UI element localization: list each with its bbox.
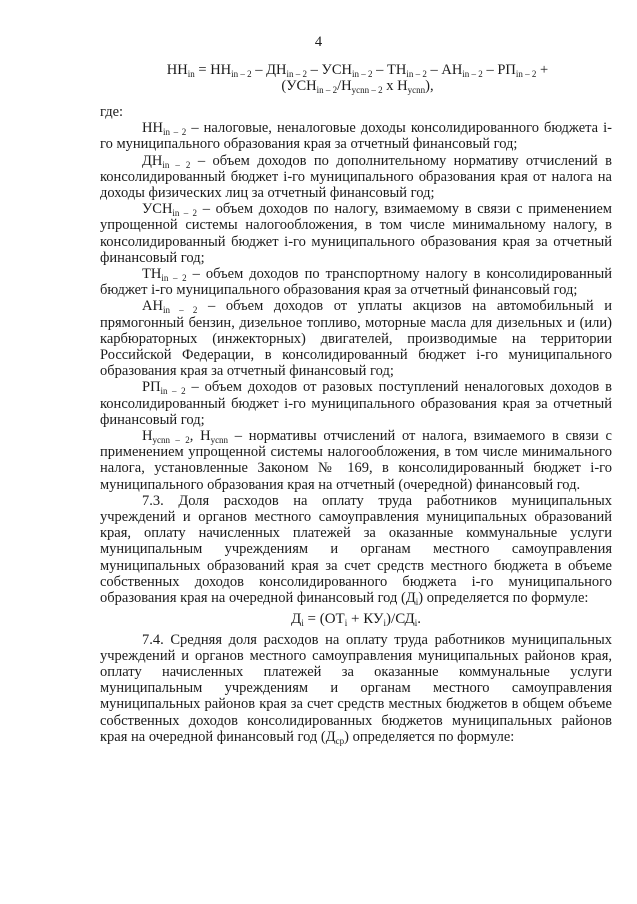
subscript: in – 2 [162,159,191,170]
subscript: in – 2 [515,69,537,79]
subscript: in [187,69,195,79]
definition-usn: $УСН_{in - 2}$ – объем доходов по налогу, взимаемому в связи с применением упрощенной системы налогообложения, в том числе минимальному налогу, в консолидированный бюджет i-го муниципального образования края за отчетный финансовый год; [100,201,612,266]
subscript: in – 2 [406,69,427,79]
section-7-3: 7.3. Доля расходов на оплату труда работников муниципальных учреждений и органов местного самоуправления муниципальных образований края, оплату начисленных платежей за оказанные коммунальные услуги муниципальным учреждениям и органам местного самоуправления муниципальных образований края за счет средств местного бюджета в объеме собственных доходов консолидированного бюджета i-го муниципального образования края на очередной финансовый год $(Д_i)$ определяется по формуле: [100,492,612,608]
subscript: in – 2 [162,127,187,138]
page-number: 4 [314,34,323,50]
subscript: i [344,618,348,629]
subscript: i [414,618,418,629]
definition-an: $АН_{in - 2}$ – объем доходов от уплаты акцизов на автомобильный и прямогонный бензин, дизельное топливо, моторные масла для дизельных и (или) карбюраторных (инжекторных) двигателей, производимые на территории Российской Федерации, в консолидированный бюджет i-го муниципального образования края за отчетный финансовый год; [100,298,612,380]
subscript: in – 2 [286,69,308,79]
subscript: in – 2 [231,69,252,79]
main-formula [100,62,615,94]
where-label: где: [100,104,124,120]
section-7-4: 7.4. Средняя доля расходов на оплату труда работников муниципальных учреждений и органов местного самоуправления муниципальных районов края, оплату начисленных платежей за оказанные коммунальные услуги муниципальным учреждениям и органам местного самоуправления муниципальных районов края за счет средств местных бюджетов в общем объеме собственных доходов консолидированных бюджетов муниципальных районов края на очередной финансовый год $(Д_{ср})$ определяется по формуле: [100,631,612,746]
subscript: in – 2 [462,69,483,79]
subscript: in – 2 [316,85,338,95]
subscript: i [301,618,304,629]
definition-nn: $НН_{in - 2}$ – налоговые, неналоговые доходы консолидированного бюджета i-го муниципального образования края за отчетный финансовый год; [100,120,612,153]
definition-tn: $ТН_{in - 2}$ – объем доходов по транспортному налогу в консолидированный бюджет i-го муниципального образования края за отчетный финансовый год; [100,266,612,299]
definition-n-usnn: $Н_{усnn - 2}$, $Н_{усnn}$ – нормативы отчислений от налога, взимаемого в связи с применением упрощенной системы налогообложения, в том числе минимального налога, установленные Законом № 169, в консолидированный бюджет i-го муниципального образования края на отчетный (очередной) финансовый год. [100,428,612,493]
subscript: i [415,597,419,608]
subscript: i [383,618,387,629]
main-formula-line-1: $НН_{in} = НН_{in - 2} - ДН_{in - 2} - УСН_{in - 2} - ТН_{in - 2} - АН_{in - 2} - РП_{in - 2}$ + [166,62,549,79]
main-formula-line-2: ($УСН_{in - 2}/Н_{усnn - 2}$ х $Н_{усnn}$), [281,78,434,95]
subscript: in – 2 [351,69,373,79]
definition-rp: $РП_{in - 2}$ – объем доходов от разовых поступлений неналоговых доходов в консолидированный бюджет i-го муниципального образования края за отчетный финансовый год; [100,379,612,428]
subscript: усnn [210,435,229,446]
subscript: усnn – 2 [152,435,190,446]
subscript: ср [335,735,345,746]
subscript: in – 2 [160,386,186,397]
definition-dn: $ДН_{in - 2}$ – объем доходов по дополнительному нормативу отчислений в консолидированный бюджет i-го муниципального образования края от налога на доходы физических лиц за отчетный финансовый год; [100,152,612,202]
subscript: in – 2 [162,305,198,316]
subscript: усnn – 2 [351,85,383,95]
subscript: усnn [407,85,426,95]
subscript: in – 2 [172,208,198,219]
formula-7-3: $Д_i = (ОТ_i + КУ_i)/СД_i$. [291,611,421,629]
subscript: in – 2 [161,273,187,284]
document-body [100,104,612,745]
